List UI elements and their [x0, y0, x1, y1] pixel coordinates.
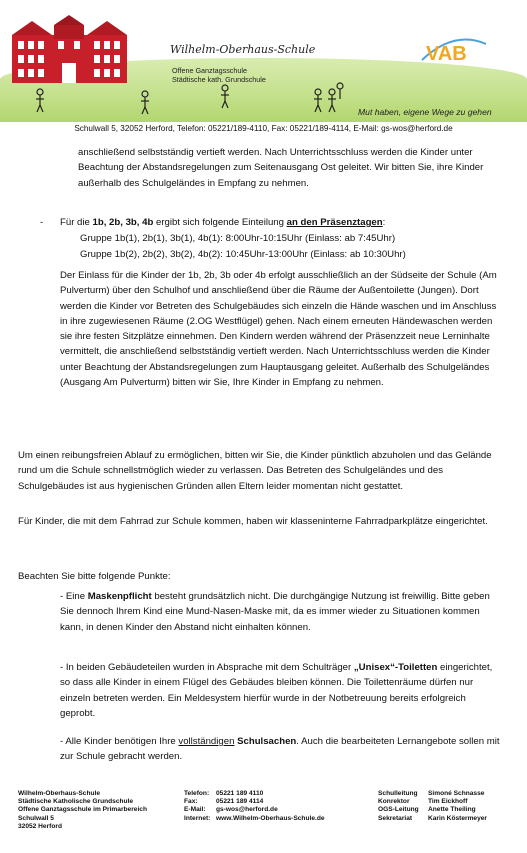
footer-fax: 05221 189 4114 — [216, 798, 264, 806]
footer-line: Schulwall 5 — [18, 814, 54, 822]
footer-label: Fax: — [184, 798, 198, 806]
footer-label: Internet: — [184, 814, 211, 822]
point-toilets-bold: „Unisex“-Toiletten — [353, 662, 438, 673]
point-masks-c: besteht grundsätzlich nicht. Die durchgängige Nutzung ist freiwillig. Bitte geben Sie dennoch Ihrem Kind eine Mund-Nasen-Maske mit, da es immer wieder zu Situationen kommen kann, in denen Kinder den Abstand nicht einhalten können. — [60, 591, 490, 633]
footer-line: Offene Ganztagsschule im Primarbereich — [18, 806, 147, 814]
intro-presence-days: an den Präsenztagen — [286, 217, 383, 228]
letterhead — [0, 0, 527, 133]
footer-contact-values — [216, 790, 325, 823]
footer-email: gs-wos@herford.de — [216, 806, 278, 814]
footer-role: OGS-Leitung — [378, 806, 419, 814]
footer-line: Städtische Katholische Grundschule — [18, 798, 134, 806]
footer-contact-labels — [184, 790, 210, 823]
school-name: Wilhelm-Oberhaus-Schule — [170, 43, 316, 56]
footer-label: Telefon: — [184, 790, 210, 797]
footer-line: 32052 Herford — [18, 822, 62, 830]
paragraph-pickup: Um einen reibungsfreien Ablauf zu ermöglichen, bitten wir Sie, die Kinder pünktlich abzuholen und das Gelände rund um die Schule schnellstmöglich wieder zu verlassen. Das Betreten des Schulgeländes und des Schulgebäudes ist aus hygienischen Gründen allen Eltern leider momentan nicht gestattet. — [18, 450, 492, 492]
school-subtitle — [172, 66, 266, 84]
footer-role: Schulleitung — [378, 790, 418, 797]
footer-website: www.Wilhelm-Oberhaus-Schule.de — [216, 814, 325, 822]
point-school-supplies — [60, 734, 500, 765]
intro-text-c: ergibt sich folgende Einteilung — [153, 217, 287, 228]
point-masks-bold: Maskenpflicht — [87, 591, 152, 602]
address-line: Schulwall 5, 32052 Herford, Telefon: 05221/189-4110, Fax: 05221/189-4114, E-Mail: gs-wos@herford.de — [74, 124, 453, 133]
intro-text-e: : — [382, 217, 386, 228]
point-supplies-complete: vollständigen — [178, 736, 235, 747]
intro-classes: 1b, 2b, 3b, 4b — [92, 217, 154, 228]
point-toilets-a: - In beiden Gebäudeteilen wurden in Absprache mit dem Schulträger — [60, 662, 354, 673]
footer-name: Karin Köstermeyer — [428, 814, 488, 822]
class-group-intro — [60, 215, 500, 230]
vab-logo-text: VAB — [426, 43, 467, 64]
paragraph-entry-east: anschließend selbstständig vertieft werden. Nach Unterrichtsschluss werden die Kinder unter Beachtung der Abstandsregelungen zum Seitenausgang Ost geleitet. Wir bitten Sie, ihre Kinder außerhalb des Schulgeländes in Empfang zu nehmen. — [78, 147, 484, 189]
point-masks-a: - Eine — [60, 591, 88, 602]
footer-staff-names — [428, 790, 487, 823]
points-intro: Beachten Sie bitte folgende Punkte: — [18, 571, 171, 582]
paragraph-bicycles: Für Kinder, die mit dem Fahrrad zur Schule kommen, haben wir klasseninterne Fahrradparkplätze eingerichtet. — [18, 516, 488, 527]
footer-school-info — [18, 790, 147, 831]
footer-staff-roles — [378, 790, 419, 823]
subtitle-line-1: Offene Ganztagsschule — [172, 66, 247, 75]
vab-logo — [418, 34, 490, 64]
footer-name: Anette Theiling — [428, 806, 476, 814]
footer-phone: 05221 189 4110 — [216, 790, 264, 797]
footer-name: Simoné Schnasse — [428, 790, 485, 797]
footer-label: E-Mail: — [184, 806, 206, 814]
footer-role: Sekretariat — [378, 814, 413, 822]
school-building-logo — [12, 15, 127, 87]
group-2-times: Gruppe 1b(2), 2b(2), 3b(2), 4b(2): 10:45Uhr-13:00Uhr (Einlass: ab 10:30Uhr) — [80, 249, 406, 260]
footer-role: Konrektor — [378, 798, 410, 806]
point-supplies-a: - Alle Kinder benötigen Ihre — [60, 736, 179, 747]
letter-footer — [0, 790, 527, 850]
point-masks — [60, 589, 500, 635]
paragraph-entry-south: Der Einlass für die Kinder der 1b, 2b, 3b oder 4b erfolgt ausschließlich an der Südseite der Schule (Am Pulverturm) über den Schulhof und anschließend über die Räume der Außentoilette (Jungen). Dort werden die Kinder vor Betreten des Schulgebäudes sich einzeln die Hände waschen und im Anschluss in ihre zugewiesenen Räume (2.OG Westflügel) gehen. Nach einem erneuten Händewaschen werden sie ihre festen Sitzplätze einnehmen. Den Kindern werden während der Präsenzzeit neue Lerninhalte vermittelt, die anschließend selbstständig vertieft werden. Nach Unterrichtsschluss werden die Kinder unter Beachtung der Abstandsregelungen zum Hauptausgang geleitet. Außerhalb des Schulgeländes (Ausgang Am Pulverturm) bitten wir Sie, Ihre Kinder in Empfang zu nehmen. — [60, 270, 497, 389]
intro-text-a: Für die — [60, 217, 93, 228]
point-toilets — [60, 660, 500, 721]
point-supplies-e: . Auch die bearbeiteten Lernangebote sollen mit zur Schule gebracht werden. — [60, 736, 500, 763]
footer-line: Wilhelm-Oberhaus-Schule — [18, 790, 101, 797]
slogan: Mut haben, eigene Wege zu gehen — [358, 107, 492, 117]
point-toilets-c: eingerichtet, so dass alle Kinder in einem Flügel des Gebäudes bleiben können. Die Toilettenräume dürfen nur einzeln betreten werden. Ein Meldesystem hierfür wurde in der Notbetreuung bereits erfolgreich geprobt. — [60, 662, 493, 719]
group-1-times: Gruppe 1b(1), 2b(1), 3b(1), 4b(1): 8:00Uhr-10:15Uhr (Einlass: ab 7:45Uhr) — [80, 233, 396, 244]
point-supplies-bold: Schulsachen — [237, 736, 297, 747]
footer-name: Tim Eickhoff — [428, 798, 468, 806]
list-bullet: - — [40, 217, 44, 228]
subtitle-line-2: Städtische kath. Grundschule — [172, 75, 266, 84]
